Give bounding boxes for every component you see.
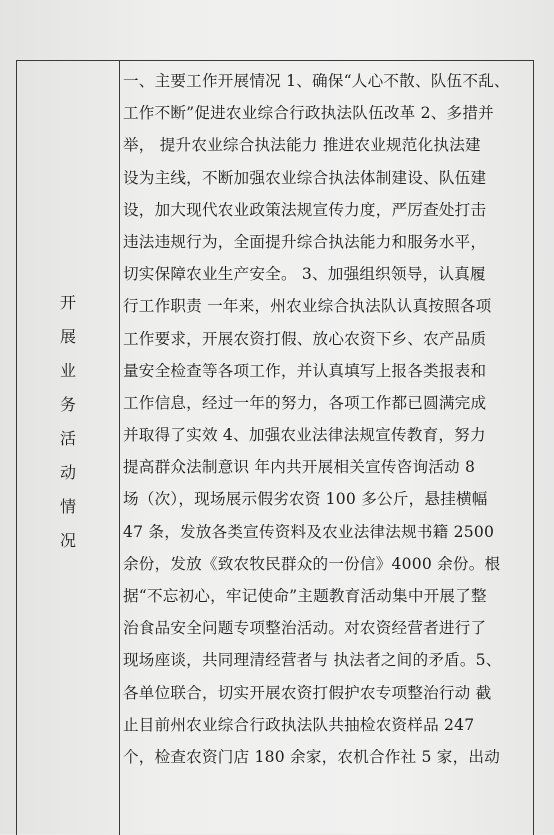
text-line: 工作信息，经过一年的努力，各项工作都已圆满完成 (123, 393, 487, 412)
activity-description (123, 65, 529, 773)
text-line: 一、主要工作开展情况 1、确保“人心不散、队伍不乱、 (123, 72, 510, 90)
text-line: 治食品安全问题专项整治活动。对农资经营者进行了 (123, 619, 487, 638)
form-table (16, 60, 534, 835)
text-line: 设为主线，不断加强农业综合执法体制建设、队伍建 (123, 168, 487, 187)
row-label-char: 开 (59, 293, 76, 312)
text-line: 余份，发放《致农牧民群众的一份信》4000 余份。根 (123, 554, 501, 573)
text-line: 现场座谈，共同理清经营者与 执法者之间的矛盾。5、 (123, 651, 502, 670)
row-label-char: 活 (59, 429, 76, 448)
text-line: 47 条，发放各类宣传资料及农业法律法规书籍 2500 (123, 522, 495, 541)
row-label-char: 务 (59, 395, 76, 414)
column-divider (119, 61, 120, 835)
row-label-char: 动 (59, 463, 76, 482)
text-line: 行工作职责 一年来，州农业综合执法队认真按照各项 (123, 297, 492, 316)
text-line: 工作不断”促进农业综合行政执法队伍改革 2、多措并 (123, 104, 494, 123)
row-label (17, 61, 119, 835)
text-line: 并取得了实效 4、加强农业法律法规宣传教育，努力 (123, 426, 486, 445)
text-line: 举， 提升农业综合执法能力 推进农业规范化执法建 (123, 136, 481, 155)
text-line: 设，加大现代农业政策法规宣传力度，严厉查处打击 (123, 200, 487, 219)
text-line: 各单位联合，切实开展农资打假护农专项整治行动 截 (123, 683, 492, 702)
row-label-char: 况 (59, 531, 76, 550)
text-line: 场（次），现场展示假劣农资 100 多公斤，悬挂横幅 (123, 490, 488, 509)
text-line: 提高群众法制意识 年内共开展相关宣传咨询活动 8 (123, 458, 476, 477)
text-line: 据“不忘初心，牢记使命”主题教育活动集中开展了整 (123, 587, 487, 605)
text-line: 量安全检查等各项工作，并认真填写上报各类报表和 (123, 361, 487, 380)
row-label-char: 展 (59, 327, 76, 346)
text-line: 止目前州农业综合行政执法队共抽检农资样品 247 (123, 715, 475, 734)
text-line: 切实保障农业生产安全。 3、加强组织领导，认真履 (123, 265, 486, 284)
text-line: 个，检查农资门店 180 余家，农机合作社 5 家，出动 (123, 747, 500, 766)
row-label-char: 情 (59, 497, 76, 516)
row-label-char: 业 (59, 361, 76, 380)
text-line: 违法违规行为，全面提升综合执法能力和服务水平， (123, 232, 487, 251)
text-line: 工作要求，开展农资打假、放心农资下乡、农产品质 (123, 329, 487, 348)
